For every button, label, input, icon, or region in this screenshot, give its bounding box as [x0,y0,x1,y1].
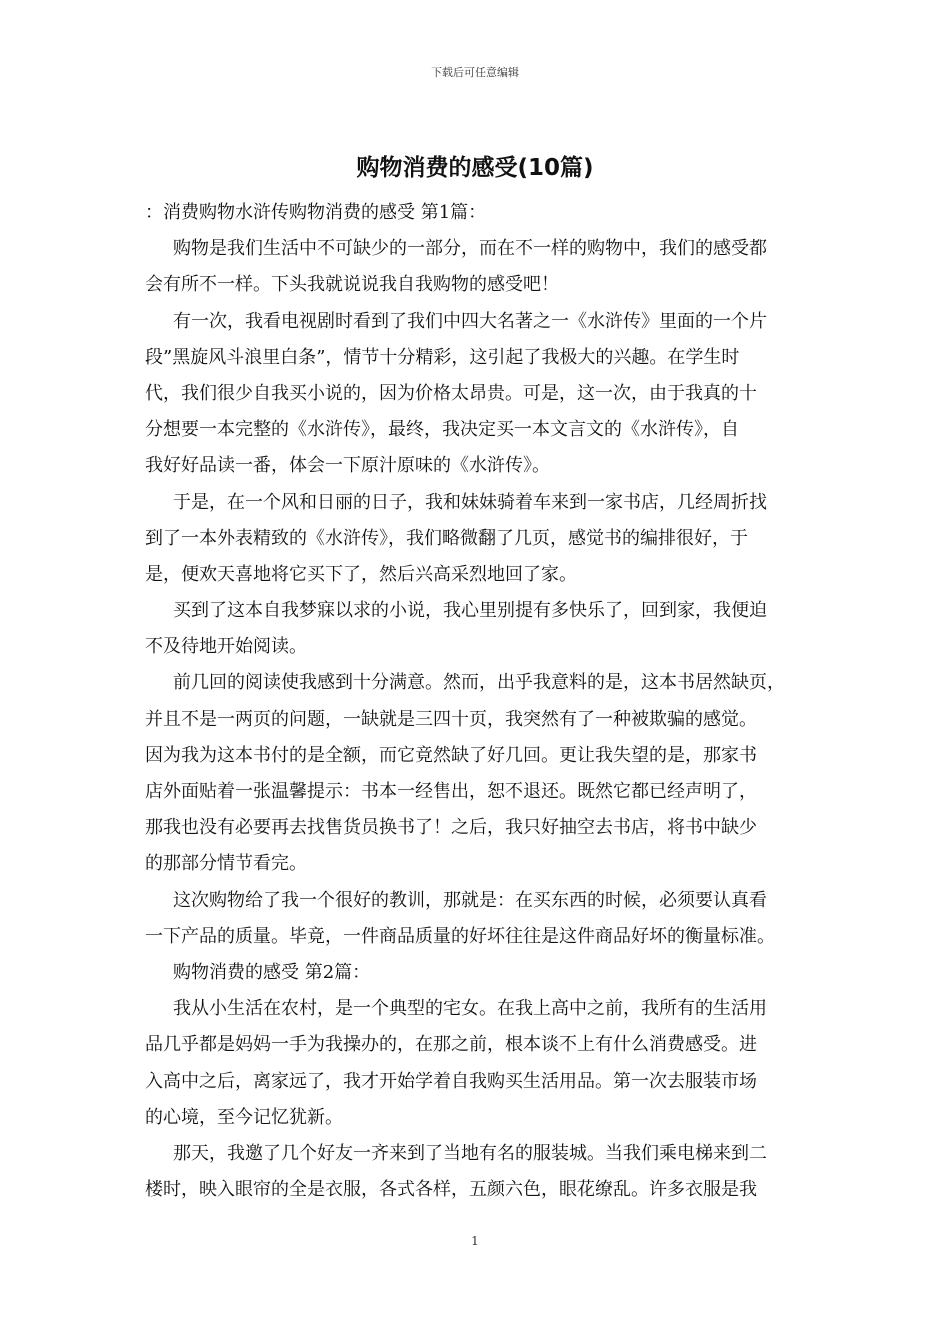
text-line: 一下产品的质量。毕竟，一件商品质量的好坏往往是这件商品好坏的衡量标准。 [145,925,775,947]
body-text [145,195,813,1208]
text-line: 不及待地开始阅读。 [145,636,307,658]
text-line: 店外面贴着一张温馨提示：书本一经售出，恕不退还。既然它都已经声明了， [145,781,757,802]
text-line: 购物消费的感受 第2篇： [173,961,371,983]
text-line: 到了一本外表精致的《水浒传》，我们略微翻了几页，感觉书的编排很好，于 [145,527,748,549]
text-line: 我从小生活在农村，是一个典型的宅女。在我上高中之前，我所有的生活用 [173,998,767,1020]
text-line: 会有所不一样。下头我就说说我自我购物的感受吧！ [145,274,559,296]
text-line: 买到了这本自我梦寐以求的小说，我心里别提有多快乐了，回到家，我便迫 [173,600,767,622]
text-line: 段”黑旋风斗浪里白条”，情节十分精彩，这引起了我极大的兴趣。在学生时 [145,346,740,368]
text-line: 是，便欢天喜地将它买下了，然后兴高采烈地回了家。 [145,563,577,585]
text-line: 我好好品读一番，体会一下原汁原味的《水浒传》。 [145,455,550,477]
text-line: 那我也没有必要再去找售货员换书了！之后，我只好抽空去书店，将书中缺少 [145,817,757,839]
text-line: 分想要一本完整的《水浒传》，最终，我决定买一本文言文的《水浒传》，自 [145,419,739,441]
text-line: 这次购物给了我一个很好的教训，那就是：在买东西的时候，必须要认真看 [173,889,767,911]
text-line: 品几乎都是妈妈一手为我操办的，在那之前，根本谈不上有什么消费感受。进 [145,1034,757,1056]
text-line: 楼时，映入眼帘的全是衣服，各式各样，五颜六色，眼花缭乱。许多衣服是我 [145,1179,757,1201]
text-line: 的那部分情节看完。 [145,853,307,875]
text-line: 因为我为这本书付的是全额，而它竟然缺了好几回。更让我失望的是，那家书 [145,744,757,766]
document-title: 购物消费的感受(10篇) [356,155,594,181]
text-line: 那天，我邀了几个好友一齐来到了当地有名的服装城。当我们乘电梯来到二 [173,1142,767,1164]
text-line: 入高中之后，离家远了，我才开始学着自我购买生活用品。第一次去服装市场 [145,1070,757,1092]
text-line: 的心境，至今记忆犹新。 [145,1106,343,1128]
text-line: ：消费购物水浒传购物消费的感受 第1篇： [145,202,487,223]
text-line: 代，我们很少自我买小说的，因为价格太昂贵。可是，这一次，由于我真的十 [145,382,757,404]
text-line: 前几回的阅读使我感到十分满意。然而，出乎我意料的是，这本书居然缺页， [173,672,785,694]
text-line: 于是，在一个风和日丽的日子，我和妹妹骑着车来到一家书店，几经周折找 [173,491,767,513]
header-note: 下载后可任意编辑 [431,66,519,79]
text-line: 购物是我们生活中不可缺少的一部分，而在不一样的购物中，我们的感受都 [173,238,767,260]
text-line: 并且不是一两页的问题，一缺就是三四十页，我突然有了一种被欺骗的感觉。 [145,708,757,730]
text-line: 有一次，我看电视剧时看到了我们中四大名著之一《水浒传》里面的一个片 [173,310,767,332]
page-number: 1 [471,1234,479,1248]
